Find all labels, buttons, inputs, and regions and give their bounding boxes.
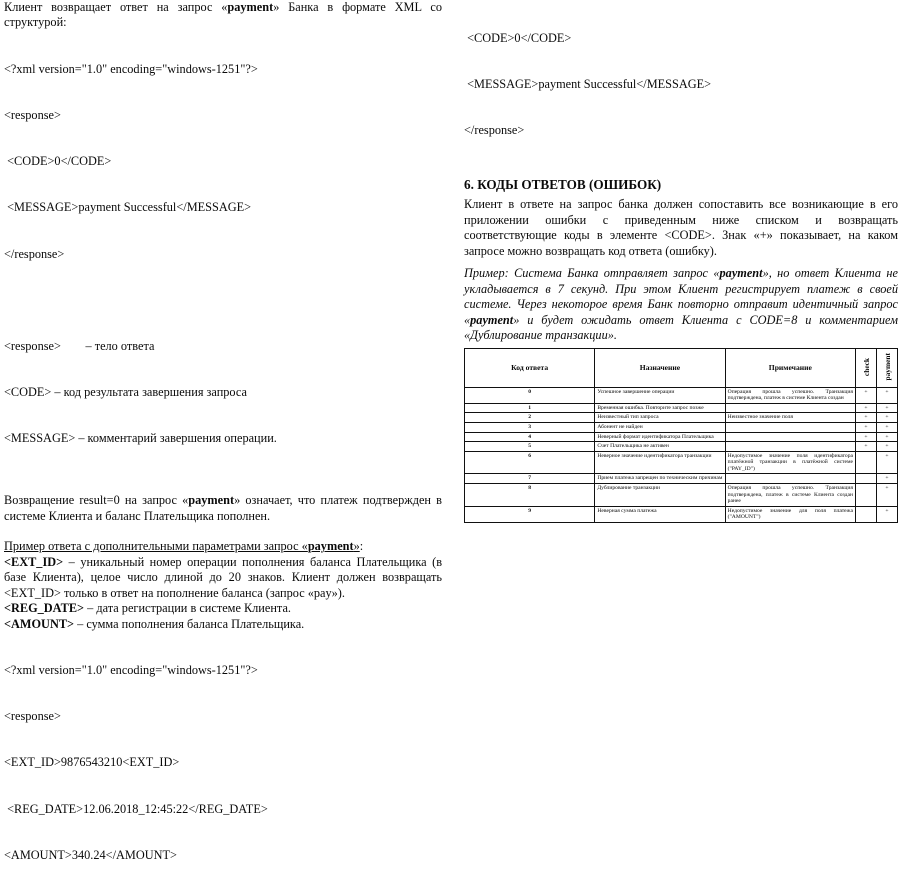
xml-block-1 [4,31,442,293]
result-paragraph: Возвращение result=0 на запрос «payment» означает, что платеж подтвержден в системе Клиента и баланс Плательщика пополнен. [4,493,442,523]
right-column [464,0,898,523]
xml-line: <MESSAGE>payment Successful</MESSAGE> [464,77,712,92]
cell-payment-mark: + [877,451,898,474]
cell-purpose: Неверная сумма платежа [595,506,725,522]
cell-purpose: Успешное завершение операции [595,387,725,403]
cell-note [725,442,855,452]
ext-id-description: <EXT_ID> – уникальный номер операции пополнения баланса Плательщика (в базе Клиента), целое число длиной до 20 знаков. Клиент должен возвращать <EXT_ID> только в ответ на пополнение баланса (запрос «pay»). [4,554,442,600]
cell-check-mark: + [856,413,877,423]
cell-check-mark [856,451,877,474]
cell-code: 3 [465,422,595,432]
cell-check-mark: + [856,442,877,452]
col-header-check [856,348,877,387]
xml-line: <response> [4,107,61,122]
cell-note: Операция прошла успешно. Транзакция подтверждена, платеж в системе Клиента создан ранее [725,484,855,507]
cell-purpose: Прием платежа запрещен по техническим причинам [595,474,725,484]
cell-purpose: Неверное значение идентификатора транзакции [595,451,725,474]
col-header-note: Примечание [725,348,855,387]
xml-line: <CODE>0</CODE> [4,154,112,169]
cell-payment-mark: + [877,484,898,507]
cell-payment-mark: + [877,422,898,432]
cell-check-mark: + [856,432,877,442]
example-heading: Пример ответа с дополнительными параметрами запрос «payment»: [4,539,364,554]
legend-line-message: <MESSAGE> – комментарий завершения операции. [4,431,277,446]
legend-line-response: <response> – тело ответа [4,339,155,354]
table-row [465,506,898,522]
amount-description: <AMOUNT> – сумма пополнения баланса Плательщика. [4,616,305,631]
cell-purpose: Дублирование транзакции [595,484,725,507]
cell-payment-mark: + [877,432,898,442]
table-header [465,348,898,387]
response-codes-table [464,348,898,524]
cell-check-mark: + [856,422,877,432]
cell-payment-mark: + [877,403,898,413]
body-paragraph: Клиент в ответе на запрос банка должен сопоставить все возникающие в его приложении ошибки с приведенным ниже списком и возвращать соответствующие коды в элементе <CODE>. Знак «+» показывает, на каком запросе можно возвращать код ответа (ошибку). [464,197,898,258]
xml-line: </response> [4,246,65,261]
cell-code: 8 [465,484,595,507]
xml-block-top [464,0,898,169]
example-label: Пример: [464,266,509,281]
cell-note: Недопустимое значение поля идентификатора платёжной транзакции в платёжной системе ("PAY_ID") [725,451,855,474]
cell-check-mark: + [856,387,877,403]
table-row [465,413,898,423]
reg-date-description: <REG_DATE> – дата регистрации в системе Клиента. [4,601,291,616]
cell-payment-mark: + [877,474,898,484]
cell-payment-mark: + [877,413,898,423]
cell-code: 6 [465,451,595,474]
example-heading-bold: payment [307,539,354,554]
cell-purpose: Абонент не найден [595,422,725,432]
cell-note [725,432,855,442]
cell-check-mark [856,484,877,507]
col-header-payment [877,348,898,387]
example-bold-payment-2: payment [470,312,514,327]
table-row [465,484,898,507]
example-paragraph: Пример: Система Банка отправляет запрос «payment», но ответ Клиента не укладывается в 7 секунд. При этом Клиент регистрирует платеж в своей системе. Через некоторое время Банк повторно отправит идентичный запрос «payment» и будет ожидать ответ Клиента с CODE=8 и комментарием «Дублирование транзакции». [464,266,898,343]
spacer [4,478,442,493]
intro-bold-term: payment [227,0,274,14]
xml-line: <REG_DATE>12.06.2018_12:45:22</REG_DATE> [4,801,268,816]
legend-line-code: <CODE> – код результата завершения запроса [4,385,247,400]
spacer [4,524,442,539]
table-row [465,474,898,484]
cell-payment-mark: + [877,442,898,452]
table-row [465,403,898,413]
xml-block-2 [4,632,442,894]
xml-line: <EXT_ID>9876543210<EXT_ID> [4,755,180,770]
col-header-payment-label: payment [882,352,892,381]
amount-term: <AMOUNT> [4,616,75,631]
spacer [4,293,442,308]
ext-id-term: <EXT_ID> [4,554,64,569]
table-body [465,387,898,523]
cell-code: 9 [465,506,595,522]
cell-code: 1 [465,403,595,413]
spacer [464,259,898,266]
result-bold-term: payment [188,493,235,508]
table-row [465,387,898,403]
cell-purpose: Неизвестный тип запроса [595,413,725,423]
xml-line: <CODE>0</CODE> [464,30,572,45]
table-header-row [465,348,898,387]
table-row [465,451,898,474]
cell-code: 4 [465,432,595,442]
section-heading: 6. КОДЫ ОТВЕТОВ (ОШИБОК) [464,177,662,193]
xml-line: <?xml version="1.0" encoding="windows-1251"?> [4,662,258,677]
cell-payment-mark: + [877,506,898,522]
xml-line: <AMOUNT>340.24</AMOUNT> [4,847,177,862]
cell-purpose: Временная ошибка. Повторите запрос позже [595,403,725,413]
cell-note: Операция прошла успешно. Транзакция подтверждена, платеж в системе Клиента создан [725,387,855,403]
cell-purpose: Неверный формат идентификатора Плательщика [595,432,725,442]
cell-code: 0 [465,387,595,403]
table-row [465,432,898,442]
cell-payment-mark: + [877,387,898,403]
legend-block [4,308,442,477]
cell-check-mark [856,506,877,522]
xml-line: <MESSAGE>payment Successful</MESSAGE> [4,200,252,215]
intro-paragraph: Клиент возвращает ответ на запрос «payment» Банка в формате XML со структурой: [4,0,442,30]
col-header-purpose: Назначение [595,348,725,387]
col-header-code: Код ответа [465,348,595,387]
xml-line: </response> [464,123,525,138]
cell-code: 5 [465,442,595,452]
cell-note [725,403,855,413]
xml-line: <?xml version="1.0" encoding="windows-1251"?> [4,61,258,76]
cell-check-mark: + [856,403,877,413]
cell-note: Неизвестное значение поля [725,413,855,423]
cell-note: Недопустимое значение для поля платежа ("AMOUNT") [725,506,855,522]
reg-date-term: <REG_DATE> [4,601,85,616]
xml-line: <response> [4,709,61,724]
table-row [465,422,898,432]
col-header-check-label: check [861,357,871,376]
cell-note [725,422,855,432]
cell-note [725,474,855,484]
example-bold-payment-1: payment [719,266,763,281]
cell-code: 7 [465,474,595,484]
cell-check-mark [856,474,877,484]
cell-purpose: Счет Плательщика не активен [595,442,725,452]
cell-code: 2 [465,413,595,423]
table-row [465,442,898,452]
